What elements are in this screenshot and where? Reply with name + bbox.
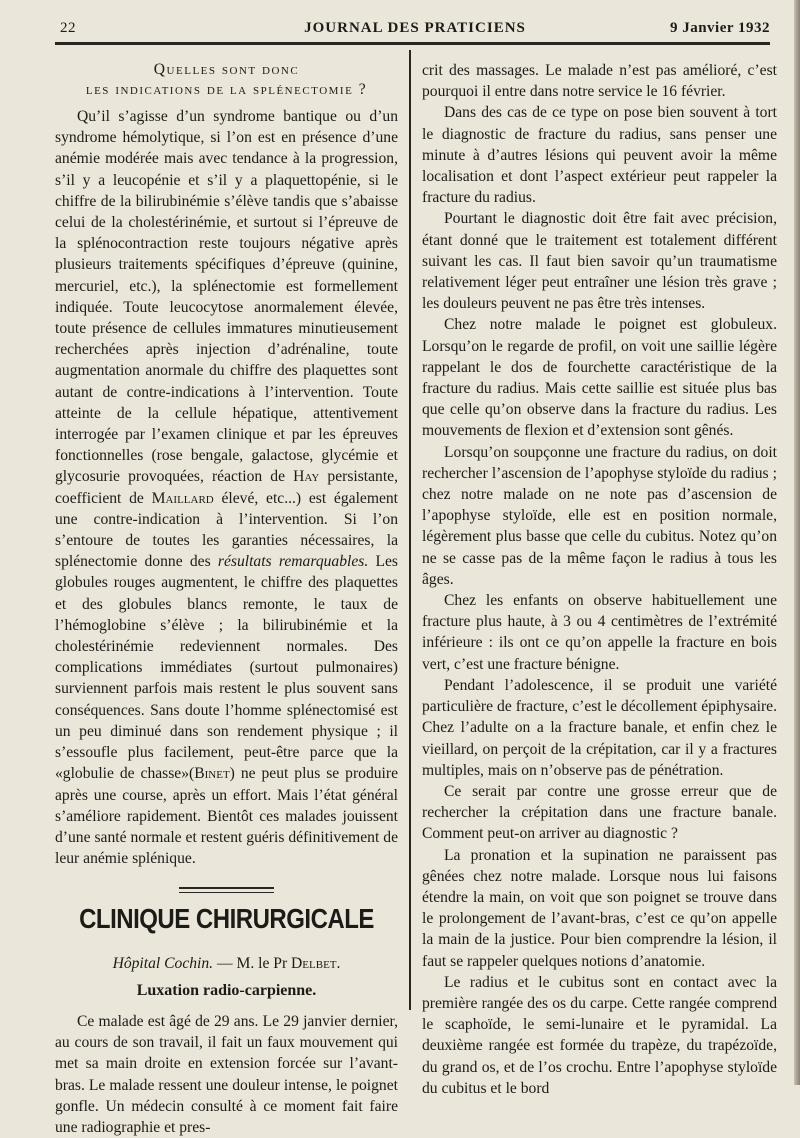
professor-name: Delbet. — [291, 954, 341, 972]
paragraph-continued: crit des massages. Le malade n’est pas amélioré, c’est pourquoi il entre dans notre service le 16 février. — [422, 62, 777, 101]
paragraph: Le radius et le cubitus sont en contact avec la première rangée des os du carpe. Cette rangée comprend le scaphoïde, le semi-lunaire et le pyramidal. La deuxième rangée est formée du trapèze, du trapézoïde, du grand os, et de l’os crochu. Entre l’apophyse styloïde du cubitus et le bord — [422, 973, 777, 1097]
paragraph: Lorsqu’on soupçonne une fracture du radius, on doit rechercher l’ascension de l’apophyse styloïde du radius ; chez notre malade on ne note pas d’ascension de l’apophyse styloïde, elle est en position normale, légèrement plus basse que celle du cubitus. Notez qu’on ne se casse pas de la même façon le radius à tous les âges. — [422, 443, 777, 588]
right-column — [422, 60, 777, 1099]
issue-date: 9 Janvier 1932 — [669, 20, 770, 36]
paragraph: Chez les enfants on observe habituellement une fracture plus haute, à 3 ou 4 centimètres de l’extrémité inférieure : ils ont ce qu’on appelle la fracture en bois vert, c’est une fracture bénigne. — [422, 592, 777, 673]
paragraph: La pronation et la supination ne paraissent pas gênées chez notre malade. Lorsque nous lui faisons étendre la main, on voit que son poignet se trouve dans le prolongement de l’avant-bras, c’est ce qu’on appelle la main de la justice. Pour bien comprendre la lésion, il faut se rappeler quelques notions d’anatomie. — [422, 846, 777, 970]
paragraph: Ce serait par contre une grosse erreur que de rechercher la crépitation dans une fracture banale. Comment peut-on arriver au diagnostic ? — [422, 782, 777, 843]
case-title: Luxation radio-carpienne. — [136, 981, 317, 999]
text-run: persistante, coefficient de — [55, 468, 398, 507]
case-paragraph: Ce malade est âgé de 29 ans. Le 29 janvier dernier, au cours de son travail, il fait un faux mouvement qui met sa main droite en extension forcée sur l’avant-bras. Le malade ressent une douleur intense, le poignet gonfle. Un médecin consulté à ce moment fait faire une radiographie et pres- — [55, 1012, 398, 1136]
italic-phrase: résultats remarquables. — [217, 553, 369, 571]
text-run: ) ne peut plus se produire après une course, après un effort. Mais l’état général s’améliore rapidement. Bientôt ces malades jouissent d’une santé normale et restent guéris définitivement de leur anémie splénique. — [55, 765, 399, 868]
text-run: Les globules rouges augmentent, le chiffre des plaquettes et des globules blancs remonte, le taux de l’hémoglobine s’élève ; la bilirubinémie et la cholestérinémie redeviennent normales. Des complications immédiates (surtout pulmonaires) surviennent parfois mais restent le plus souvent sans conséquences. Sans doute l’homme splénectomisé est un peu diminué dans son rendement physique ; il s’essoufle plus facilement, peut-être parce que la «globulie de chasse»( — [55, 553, 398, 783]
section-separator — [179, 887, 274, 893]
header-rule — [55, 42, 770, 45]
subheading-line-1: Quelles sont donc — [153, 61, 300, 78]
author-binet: Binet — [194, 765, 230, 783]
page-edge-shadow — [794, 0, 800, 1085]
paragraph: Pendant l’adolescence, il se produit une variété particulière de fracture, c’est le décollement épiphysaire. Chez l’adulte on a la fracture banale, et enfin chez le vieillard, on perçoit de la crépitation, car il y a fractures multiples, mais on n’observe pas de pénétration. — [422, 676, 777, 779]
section-title: CLINIQUE CHIRURGICALE — [79, 904, 374, 936]
author-maillard: Maillard — [151, 489, 214, 507]
column-divider — [409, 50, 411, 1010]
journal-title: JOURNAL DES PRATICIENS — [304, 20, 526, 36]
left-column — [55, 60, 398, 1138]
text-run: Qu’il s’agisse d’un syndrome bantique ou d’un syndrome hémolytique, si l’on est en présence d’une anémie modérée mais avec tendance à la progression, s’il y a leucopénie et s’il y a plaquettopénie, si le chiffre de la bilirubinémie s’élève tandis que s’abaisse celui de la cholestérinémie, et surtout si l’épreuve de la splénocontraction reste toujours négative après plusieurs traitements spécifiques d’épreuve (quinine, mercuriel, etc.), la splénectomie est formellement indiquée. Toute leucocytose anormalement élevée, toute présence de cellules immatures minutieusement recherchées après injection d’adrénaline, toute augmentation anormale du chiffre des plaquettes sont autant de contre-indications à l’intervention. Toute atteinte de la cellule hépatique, attentivement interrogée par l’examen clinique et par les épreuves fonctionnelles (rose bengale, galactose, glycémie et glycosurie provoquées, réaction de — [55, 108, 398, 486]
page-number: 22 — [60, 20, 76, 36]
subheading — [55, 60, 398, 100]
author-hay: Hay — [293, 468, 320, 486]
text-run: — M. le Pr — [213, 954, 292, 972]
paragraph: Dans des cas de ce type on pose bien souvent à tort le diagnostic de fracture du radius, sans penser une minute à d’autres lésions qui peuvent avoir la même localisation et dont l’aspect extérieur peut rappeler la fracture du radius. — [422, 104, 777, 207]
paragraph: Chez notre malade le poignet est globuleux. Lorsqu’on le regarde de profil, on voit une saillie légère rappelant le dos de fourchette caractéristique de la fracture du radius. Mais cette saillie est située plus bas que celle qu’on observe dans la fracture du radius. Les mouvements de flexion et d’extension sont gênés. — [422, 316, 777, 440]
text-run: élevé, etc...) est également une contre-indication à l’intervention. Si l’on s’entoure de toutes les garanties nécessaires, la splénectomie donne des — [55, 489, 398, 571]
splenectomy-paragraph — [55, 106, 398, 869]
page-header — [60, 18, 770, 42]
paragraph: Pourtant le diagnostic doit être fait avec précision, étant donné que le traitement est totalement différent suivant les cas. Il faut bien savoir qu’un traumatisme relativement léger peut entraîner une lésion très grave ; les douleurs peuvent ne pas être très intenses. — [422, 210, 777, 313]
subheading-line-2: les indications de la splénectomie ? — [85, 81, 368, 98]
hospital-line — [55, 953, 398, 974]
hospital-name: Hôpital Cochin. — [112, 954, 214, 972]
